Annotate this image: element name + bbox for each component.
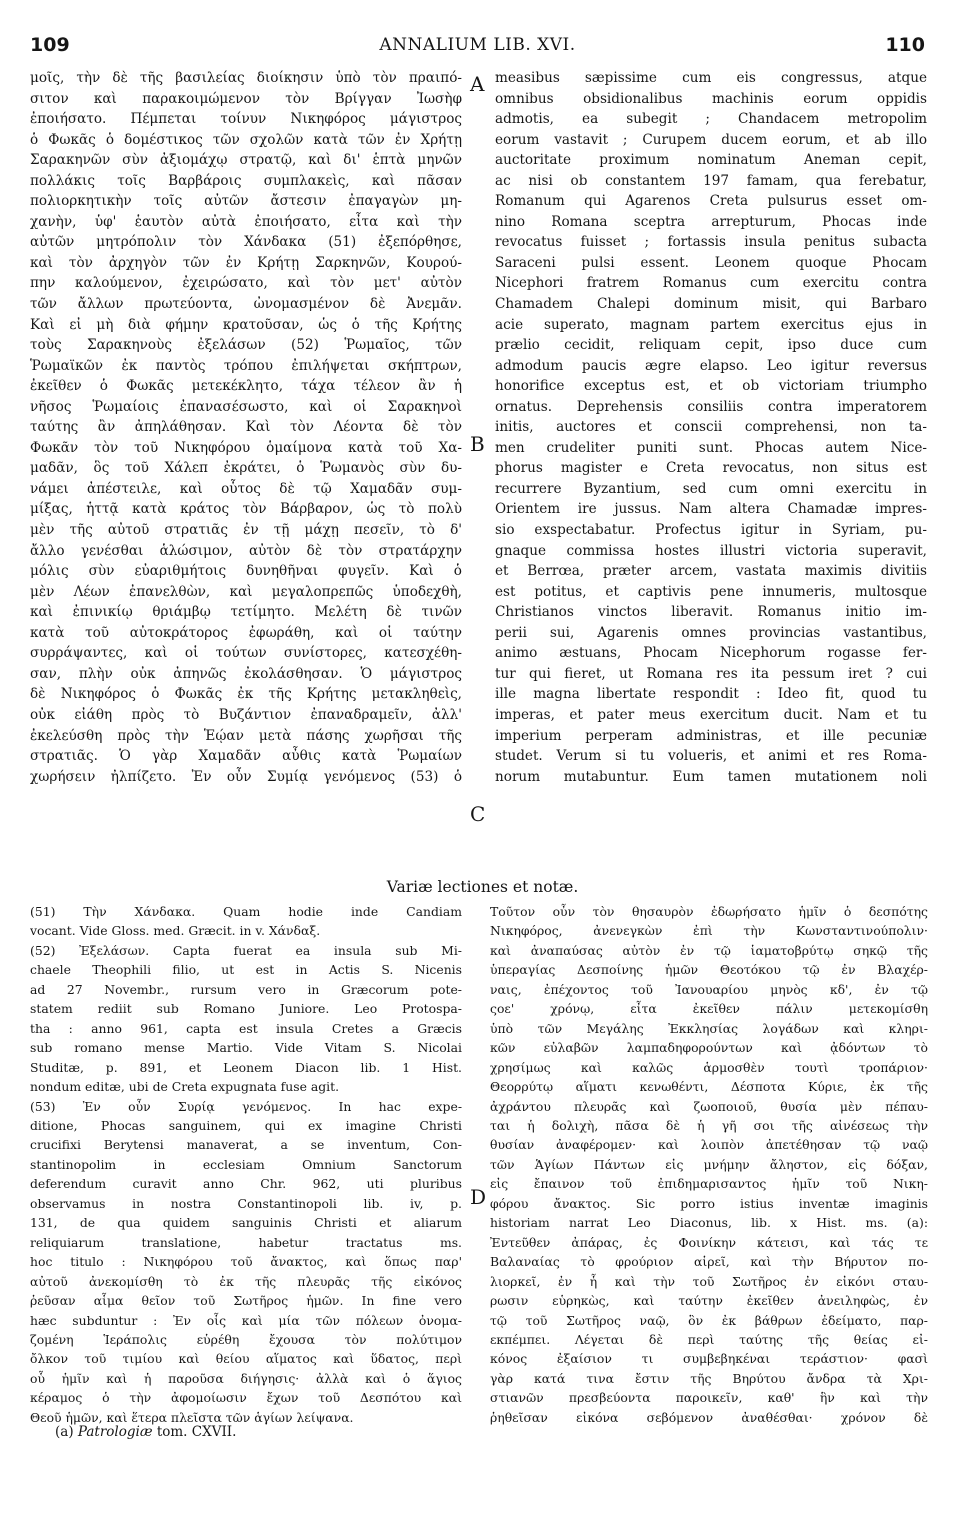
page-number-right: 110	[885, 34, 925, 56]
text-line: imperium perperam administras, et ille pecuniæ	[495, 727, 927, 744]
text-line: χρησίμως καὶ καλῶς ἁρμοσθὲν τουτὶ τροπάριον·	[490, 1059, 928, 1075]
text-line: revocatus fuisset ; fortassis insula penitus subacta	[495, 234, 927, 251]
text-line: στιανῶν πρεσβεύοντα παροικεῖν, καθ' ἣν καὶ τὴν	[490, 1390, 928, 1406]
text-line: ῥηθεῖσαν εἰκόνα σεβόμενον ἀναθέσθαι· χρόνον δὲ	[490, 1409, 928, 1425]
text-line: Studitæ, p. 891, et Leonem Diacon lib. 1 Hist.	[30, 1059, 462, 1075]
text-line: crucifixi Berytensi manaverat, a se inventum, Con-	[30, 1137, 462, 1153]
text-line: Βαλαναίας τὸ φρούριον αἱρεῖ, καὶ τὴν Βήρυτον πο-	[490, 1254, 928, 1270]
text-line: φόρου ἄνακτος. Sic porro istius inventæ imaginis	[490, 1195, 928, 1211]
text-line: ὑπὸ τῶν Μεγάλης Ἐκκλησίας λογάδων καὶ κληρι-	[490, 1020, 928, 1036]
text-line: Καὶ εἰ μὴ διὰ φήμην κρατοῦσαν, ὡς ὁ τῆς Κρήτης	[30, 316, 462, 333]
text-line: Σαρακηνῶν σὺν ἀξιομάχῳ στρατῷ, καὶ δι' ἑπτὰ μηνῶν	[30, 152, 462, 169]
text-line: ναις, ἐπέχοντος τοῦ Ἰανουαρίου μηνὸς κδ', ἐν τῷ	[490, 981, 928, 997]
text-line: λιορκεῖ, ἐν ἧ καὶ τὴν τοῦ Σωτῆρος ἐν εἰκόνι σταυ-	[490, 1273, 928, 1289]
text-line: νάμει ἀπέστειλε, καὶ οὗτος δὲ τῷ Χαμαδᾶν συμ-	[30, 480, 462, 497]
text-line: ὁ Φωκᾶς ὁ δομέστικος τῶν σχολῶν κατὰ τῶν ἐν Χρήτῃ	[30, 131, 462, 148]
text-line: ac nisi ob constantem 197 famam, qua ferebatur,	[495, 172, 927, 189]
text-line: ζομένη Ἱεράπολις εὑρέθη ἔχουσα τὸν πολύτιμον	[30, 1331, 462, 1347]
text-line: reliquiarum translatione, habetur tractatus ms.	[30, 1234, 462, 1250]
text-line: Nicephori fratrem Romanus cum exercitu contra	[495, 275, 927, 292]
text-line: μίξας, ἡττᾷ κατὰ κράτος τὸν Βάρβαρον, ὡς τὸ πολὺ	[30, 501, 462, 518]
text-line: nino Romana sceptra arrepturum, Phocas inde	[495, 213, 927, 230]
text-line: Orientem ire jussus. Nam altera Chamadæ impres-	[495, 501, 927, 518]
notes-right-column	[490, 902, 928, 1427]
text-line: ad 27 Novembr., rursum vero in Græcorum pote-	[30, 981, 462, 997]
text-line: perii sui, Agarenis omnes provincias vastantibus,	[495, 624, 927, 641]
text-line: ρωσιν εὑρηκὼς, καὶ ταύτην ἐκεῖθεν ἀνειληφὼς, ἐν	[490, 1293, 928, 1309]
text-line: κῶν εὐλαβῶν λαμπαδηφορούντων καὶ ᾀδόντων τὸ	[490, 1040, 928, 1056]
text-line: πολιορκητικὴν τοῖς αὐτῶν ἄστεσιν ἐπαγαγὼν μη-	[30, 193, 462, 210]
text-line: omnibus obsidionalibus machinis eorum oppidis	[495, 90, 927, 107]
text-line: est potitus, et captivis pene innumeris, multosque	[495, 583, 927, 600]
text-line: Christianos vinctos liberavit. Romanus initio im-	[495, 604, 927, 621]
text-line: admodum paucis ægre elapso. Leo igitur reversus	[495, 357, 927, 374]
text-line: hæc subduntur : Ἐν οἷς καὶ μία τῶν πόλεων ὀνομα-	[30, 1312, 462, 1328]
text-line: τῶν Ἁγίων Πάντων εἰς μνήμην ἄληστον, εἰς δόξαν,	[490, 1156, 928, 1172]
text-line: αὐτοῦ ἀνεκομίσθη τὸ ἐκ τῆς πλευρᾶς τῆς εἰκόνος	[30, 1273, 462, 1289]
text-line: measibus sæpissime cum eis congressus, atque	[495, 70, 927, 86]
text-line: gnaque commissa hostes illustri victoria superavit,	[495, 542, 927, 559]
text-line: Romanum qui Agarenos Creta pulsurus esset om-	[495, 193, 927, 210]
latin-main-column	[495, 68, 927, 787]
text-line: αὐτῶν μητρόπολιν τὸν Χάνδακα (51) ἐξεπόρθησε,	[30, 234, 462, 251]
text-line: ῥεῦσαν αἷμα θεῖον τοῦ Σωτῆρος ἡμῶν. In fine vero	[30, 1293, 462, 1309]
text-line: μαδᾶν, ὃς τοῦ Χάλεπ ἐκράτει, ὁ Ῥωμανὸς σὺν δυ-	[30, 460, 462, 477]
text-line: μοῖς, τὴν δὲ τῆς βασιλείας διοίκησιν ὑπὸ τὸν πραιπό-	[30, 70, 462, 86]
text-line: θυσίαν ἀναφέρομεν· καὶ λοιπὸν ἀπετέθησαν τῷ ναῷ	[490, 1137, 928, 1153]
margin-letter-d: D	[470, 1185, 487, 1209]
text-line: καὶ ἐπινικίῳ θριάμβῳ τετίμητο. Μελέτη δὲ τινῶν	[30, 604, 462, 621]
text-line: στρατιᾶς. Ὁ γὰρ Χαμαδᾶν αὖθις κατὰ Ῥωμαίων	[30, 748, 462, 765]
text-line: ἐκεῖθεν ὁ Φωκᾶς μετεκέκλητο, τάχα τέλεον ἂν ἡ	[30, 378, 462, 395]
text-line: Θεορρύτῳ αἵματι κενωθέντι, Δέσποτα Κύριε, ἐκ τῆς	[490, 1079, 928, 1095]
text-line: Saraceni pulsi essent. Leonem quoque Phocam	[495, 254, 927, 271]
text-line: κόνος ἐξαίσιον τι συμβεβηκέναι τεράστιον· φασὶ	[490, 1351, 928, 1367]
text-line: deferendum curavit anno Chr. 962, uti pluribus	[30, 1176, 462, 1192]
text-line: Θεοῦ ἡμῶν, καὶ ἕτερα πλεῖστα τῶν ἁγίων λείψανα.	[30, 1409, 354, 1425]
text-line: studet. Verum si tu volueris, et animi et res Roma-	[495, 748, 927, 765]
text-line: ὑπεραγίας Δεσποίνης ἡμῶν Θεοτόκου τῷ ἐν Βλαχέρ-	[490, 962, 928, 978]
text-line: καὶ τὸν ἀρχηγὸν τῶν ἐν Κρήτῃ Σαρκηνῶν, Κουρού-	[30, 254, 462, 271]
text-line: κατὰ τοῦ αὐτοκράτορος ἐφωράθη, καὶ οἱ ταύτην	[30, 624, 462, 641]
text-line: historiam narrat Leo Diaconus, lib. x Hist. ms. (a):	[490, 1215, 928, 1231]
text-line: νῆσος Ῥωμαίοις ἐπανασέσωστο, καὶ οἱ Σαρακηνοὶ	[30, 398, 462, 415]
text-line: οὐκ εἰάθη πρὸς τὸ Βυζάντιον ἐπαναδραμεῖν, ἀλλ'	[30, 706, 462, 723]
footnote	[55, 1424, 236, 1440]
text-line: τῷ τοῦ Σωτῆρος ναῷ, ὃν ἐκ βάθρων ἐδείματο, παρ-	[490, 1312, 928, 1328]
text-line: γὰρ κατά τινα ἔστιν τῆς Βηρύτου ἄνδρα τὰ Χρι-	[490, 1370, 928, 1386]
text-line: πολλάκις τοῖς Βαρβάροις συμπλακεὶς, καὶ πᾶσαν	[30, 172, 462, 189]
text-line: ςοε' χρόνῳ, εἶτα ἐκεῖθεν πάλιν μετεκομίσθη	[490, 1001, 928, 1017]
text-line: ditione, Phocas sanguinem, qui ex imagine Christi	[30, 1117, 462, 1133]
margin-letter-a: A	[470, 72, 485, 96]
text-line: μὲν τῆς αὐτοῦ στρατιᾶς ἐν τῇ μάχῃ πεσεῖν, τὸ δ'	[30, 522, 462, 539]
footnote-marker: (a)	[55, 1424, 74, 1440]
text-line: ἐκελεύσθη πρὸς τὴν Ἑῴαν μετὰ πάσης χωρῆσαι τῆς	[30, 727, 462, 744]
text-line: eorum vastavit ; Curupem ducem eorum, et ab illo	[495, 131, 927, 148]
text-line: χωρήσειν ἠλπίζετο. Ἐν οὖν Συμίᾳ γενόμενος (53) ὁ	[30, 768, 462, 785]
text-line: ὄλκον τοῦ τιμίου καὶ θείου αἵματος καὶ ὕδατος, περὶ	[30, 1351, 462, 1367]
text-line: stantinopolim in ecclesiam Omnium Sanctorum	[30, 1156, 462, 1172]
text-line: εκπέμπει. Λέγεται δὲ περὶ ταύτης τῆς θείας εἰ-	[490, 1331, 928, 1347]
text-line: (51) Τὴν Χάνδακα. Quam hodie inde Candiam	[30, 904, 462, 919]
text-line: εἰς ἔπαινον τοῦ ἐπιδημαρισαντος ἡμῖν τοῦ Νικη-	[490, 1176, 928, 1192]
text-line: ornatus. Deprehensis consiliis contra imperatorem	[495, 398, 927, 415]
text-line: acie superato, magnam partem exercitus ejus in	[495, 316, 927, 333]
text-line: nondum editæ, ubi de Creta expugnata fuse agit.	[30, 1079, 340, 1095]
running-title: ANNALIUM LIB. XVI.	[379, 35, 576, 55]
text-line: Ἐντεῦθεν ἀπάρας, ἐς Φοινίκην κάτεισι, καὶ τάς τε	[490, 1234, 928, 1250]
text-line: Ῥωμαϊκῶν ἐκ παντὸς τρόπου ἐπιλήψεται σκήπτρων,	[30, 357, 462, 374]
text-line: observamus in nostra Constantinopoli lib. iv, p.	[30, 1195, 462, 1211]
text-line: tur qui fieret, ut Romana res ita pessum iret ? cui	[495, 665, 927, 682]
text-line: statem rediit sub Romano Juniore. Leo Protospa-	[30, 1001, 462, 1017]
text-line: πην καλούμενον, ἐχειρώσατο, καὶ τὸν μετ' αὐτὸν	[30, 275, 462, 292]
greek-main-column	[30, 68, 462, 787]
text-line: τῶν ἄλλων πρωτεύοντα, ὠνομασμένον δὲ Ἀνεμᾶν.	[30, 296, 462, 313]
footnote-title: Patrologiæ	[77, 1424, 153, 1440]
text-line: ille magna libertate respondit : Ideo fit, quod tu	[495, 686, 927, 703]
text-line: phorus magister e Creta revocatus, non situs est	[495, 460, 927, 477]
text-line: recurrere Byzantium, sed cum omni exercitu in	[495, 480, 927, 497]
text-line: ἀχράντου πλευρᾶς καὶ ζωοποιοῦ, θυσία μὲν πέπαυ-	[490, 1098, 928, 1114]
text-line: οὗ ἡμῖν καὶ ἡ παροῦσα διήγησις· ἀλλὰ καὶ ὁ ἅγιος	[30, 1370, 462, 1386]
text-line: χανὴν, ὑφ' ἑαυτὸν αὐτὰ ἐποιήσατο, εἶτα καὶ τὴν	[30, 213, 462, 230]
text-line: men crudeliter puniti sunt. Phocas autem Nice-	[495, 439, 927, 456]
text-line: sio exspectabatur. Profectus igitur in Syriam, pu-	[495, 522, 927, 539]
text-line: σαν, πλὴν οὐκ ἀπηνῶς ἐκολάσθησαν. Ὁ μάγιστρος	[30, 665, 462, 682]
text-line: Τοῦτον οὖν τὸν θησαυρὸν ἐδωρήσατο ἡμῖν ὁ δεσπότης	[490, 904, 928, 919]
text-line: μόλις σὺν εὐαριθμήτοις δυνηθῆναι φυγεῖν. Καὶ ὁ	[30, 563, 462, 580]
text-line: hoc titulo : Νικηφόρου τοῦ ἄνακτος, καὶ ὅπως παρ'	[30, 1254, 462, 1270]
text-line: ταύτης ἂν ἀπηλάθησαν. Καὶ τὸν Λέοντα δὲ τὸν	[30, 419, 462, 436]
variae-lectiones-heading: Variæ lectiones et notæ.	[386, 878, 579, 896]
text-line: ἐποιήσατο. Πέμπεται τοίνυν Νικηφόρος μάγιστρος	[30, 111, 462, 128]
text-line: Chamadem Chalepi dominum misit, qui Barbaro	[495, 296, 927, 313]
text-line: vocant. Vide Gloss. med. Græcit. in v. Χάνδαξ.	[30, 923, 321, 939]
text-line: συρράψαντες, καὶ οἱ τούτων συνίστορες, κατεσχέθη-	[30, 645, 462, 662]
text-line: animo æstuans, Phocam Nicephorum rogasse fer-	[495, 645, 927, 662]
footnote-volume: tom. CXVII.	[152, 1424, 237, 1440]
text-line: τοὺς Σαρακηνοὺς ἐξελάσων (52) Ῥωμαῖος, τῶν	[30, 337, 462, 354]
margin-letter-c: C	[470, 802, 486, 826]
page-header	[30, 34, 925, 64]
text-line: δὲ Νικηφόρος ὁ Φωκᾶς ἐκ τῆς Κρήτης μετακληθεὶς,	[30, 686, 462, 703]
text-line: prælio cecidit, reliquam cepit, ipso duce cum	[495, 337, 927, 354]
text-line: (52) Ἐξελάσων. Capta fuerat ea insula sub Mi-	[30, 942, 462, 958]
text-line: Νικηφόρος, ἀνενεγκὼν ἐπὶ τὴν Κωνσταντινούπολιν·	[490, 923, 928, 939]
text-line: norum mutabuntur. Eum tamen mutationem noli	[495, 768, 927, 785]
text-line: chaele Theophili filio, ut est in Actis S. Nicenis	[30, 962, 462, 978]
text-line: ἄλλο γενέσθαι ἁλώσιμον, αὐτὸν δὲ τὸν στρατάρχην	[30, 542, 462, 559]
text-line: σιτον καὶ παρακοιμώμενον τὸν Βρίγγαν Ἰωσὴφ	[30, 90, 462, 107]
text-line: admotis, ea subegit ; Chandacem metropolim	[495, 111, 927, 128]
text-line: tha : anno 961, capta est insula Cretes a Græcis	[30, 1020, 462, 1036]
text-line: (53) Ἐν οὖν Συρίᾳ γενόμενος. In hac expe-	[30, 1098, 462, 1114]
text-line: κέραμος ὁ τὴν ἀφομοίωσιν ἔχων τοῦ Δεσπότου καὶ	[30, 1390, 462, 1406]
text-line: καὶ ἀναπαύσας αὐτὸν ἐν τῷ ἱαματοβρύτῳ σηκῷ τῆς	[490, 942, 928, 958]
text-line: honorifice exceptus est, et ob victoriam triumpho	[495, 378, 927, 395]
page-number-left: 109	[30, 34, 70, 56]
text-line: imperas, et pater meus exercitum ducit. Nam et tu	[495, 706, 927, 723]
text-line: 131, de qua quidem sanguinis Christi et aliarum	[30, 1215, 462, 1231]
text-line: sub romano mense Martio. Vide Vitam S. Nicolai	[30, 1040, 462, 1056]
text-line: μὲν Λέων ἐπανελθὼν, καὶ μεγαλοπρεπῶς ὑποδεχθὴ,	[30, 583, 462, 600]
text-line: Φωκᾶν τὸν τοῦ Νικηφόρου ὁμαίμονα κατὰ τοῦ Χα-	[30, 439, 462, 456]
notes-left-column	[30, 902, 462, 1427]
margin-letter-b: B	[470, 432, 485, 456]
text-line: initis, auctores et conscii comprehensi, non ta-	[495, 419, 927, 436]
text-line: et Berrœa, præter arcem, vastata maximis divitiis	[495, 563, 927, 580]
text-line: ται ἡ δολιχὴ, πᾶσα δὲ ἡ γῆ σοι τῆς αἰνέσεως τὴν	[490, 1117, 928, 1133]
text-line: auctoritate proximum nominatum Aneman cepit,	[495, 152, 927, 169]
